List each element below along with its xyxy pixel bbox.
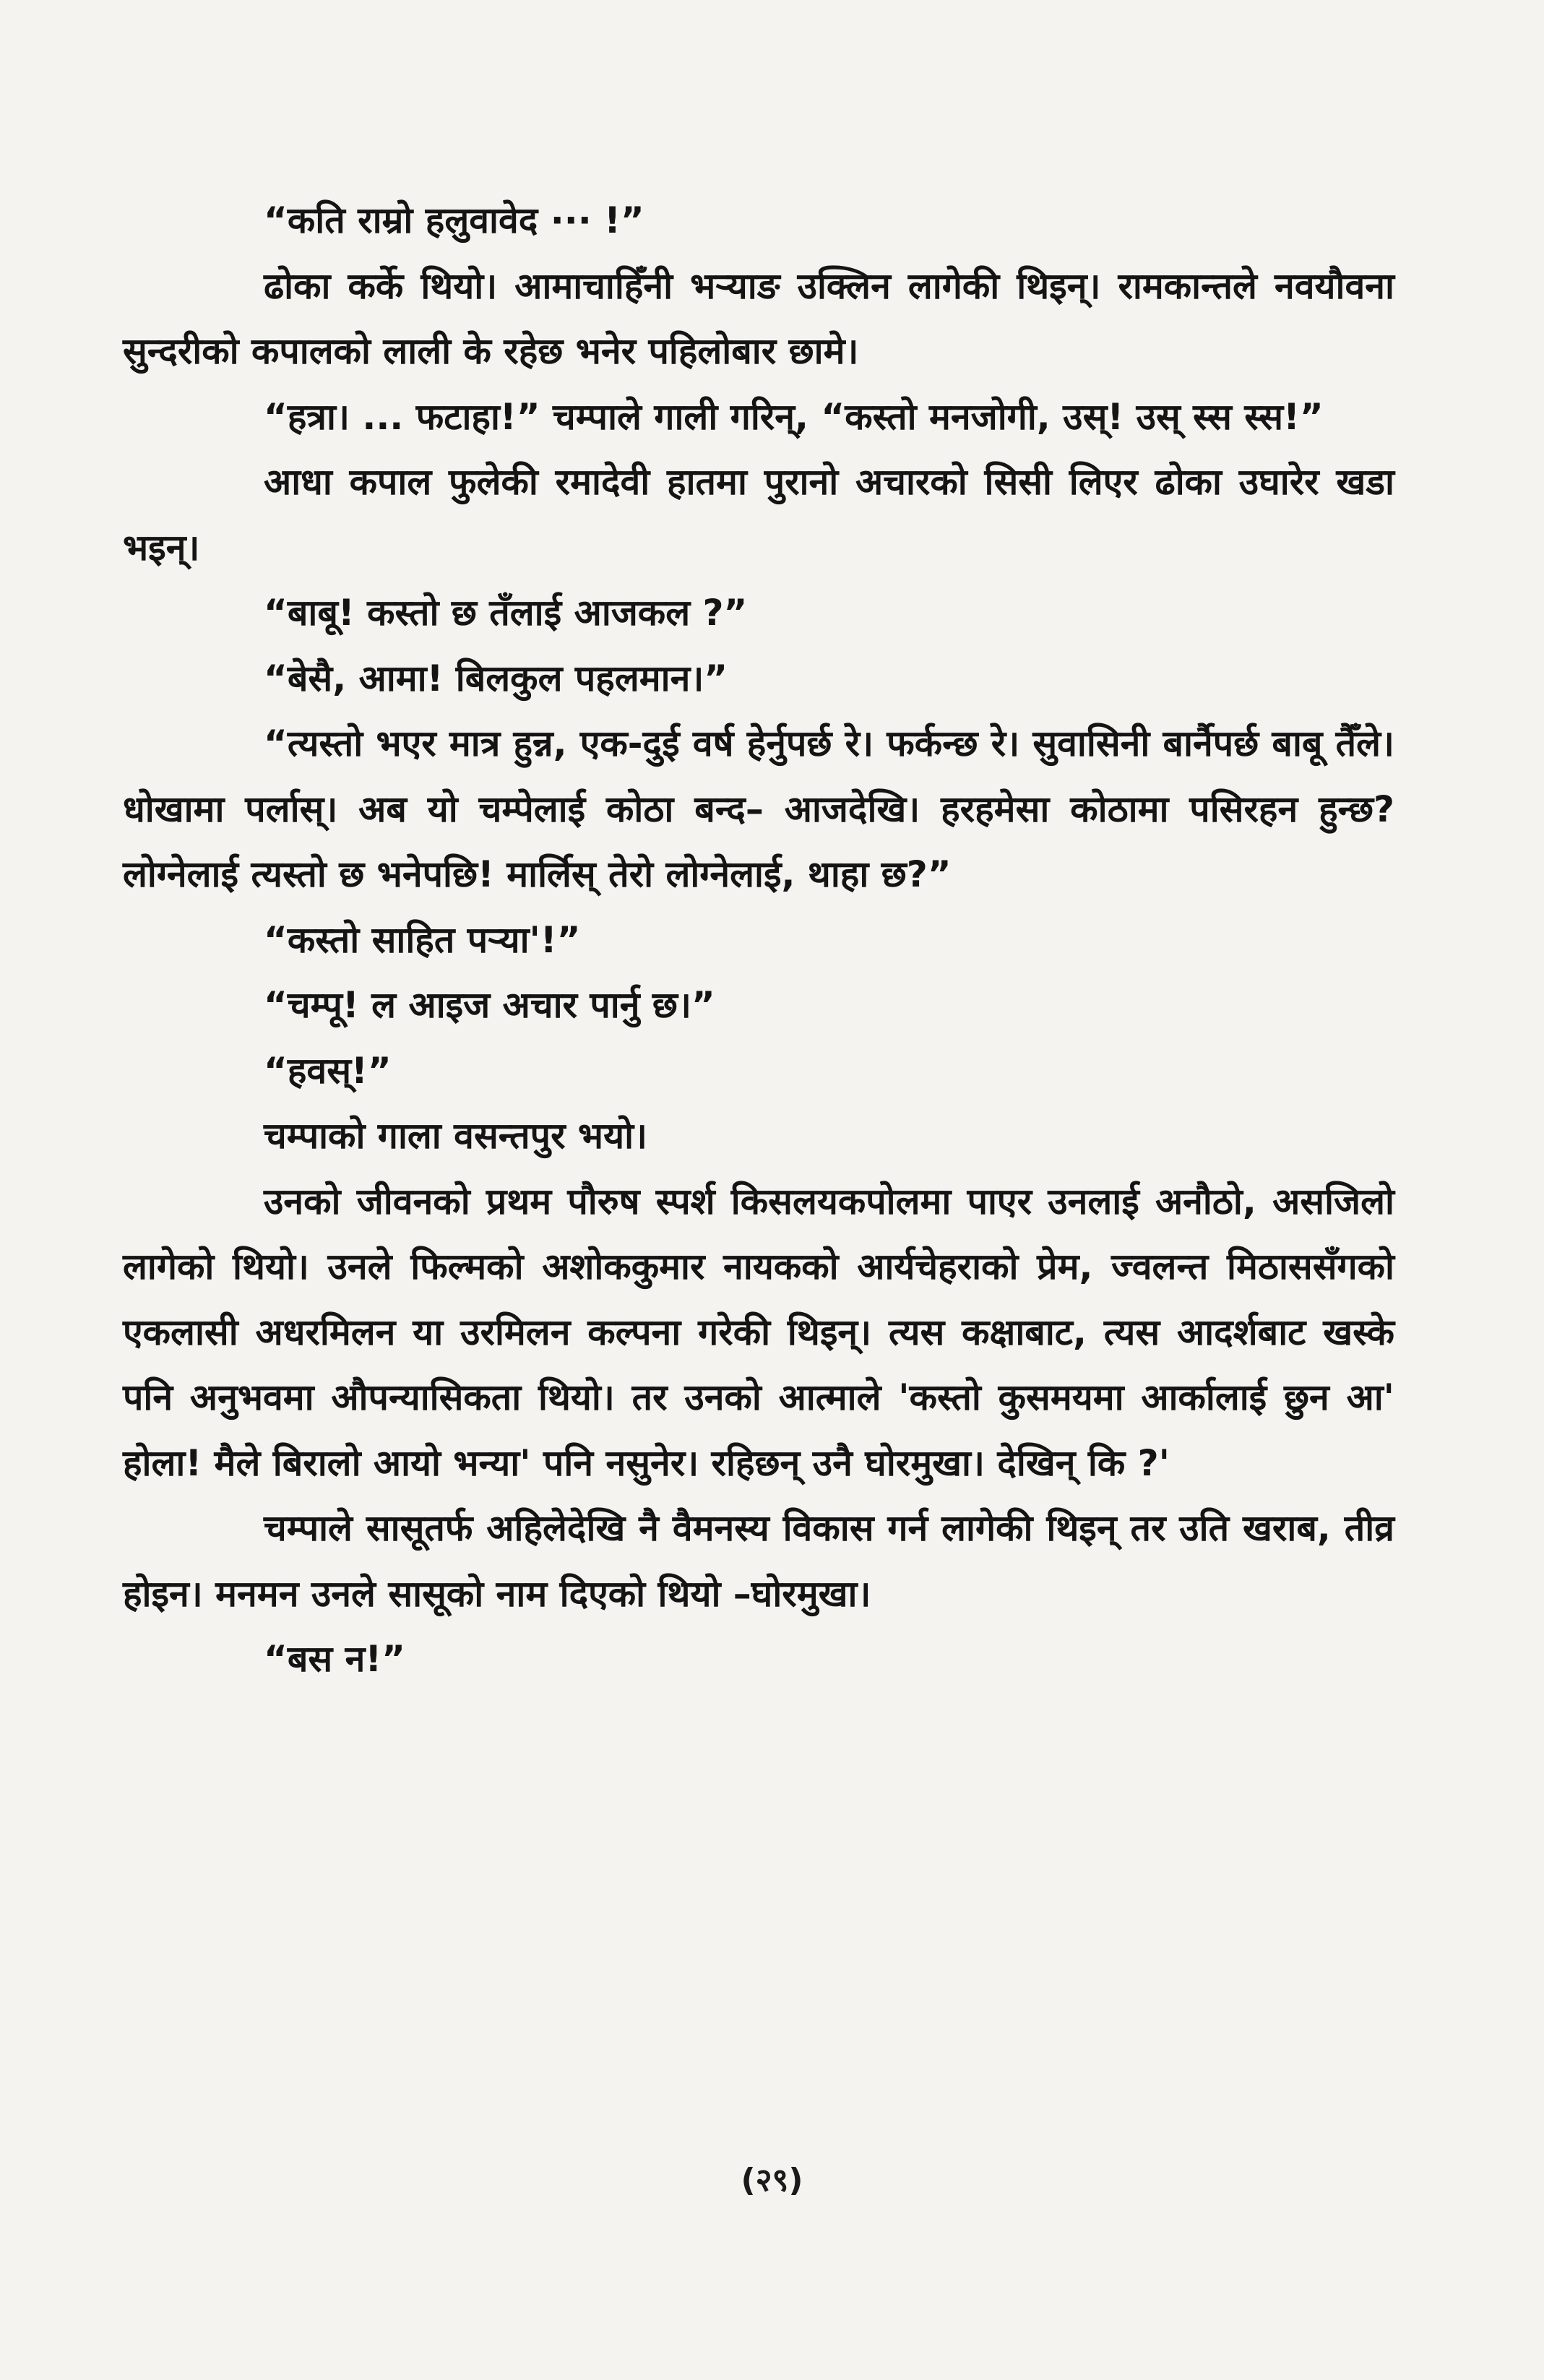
- paragraph-9: “चम्पू! ल आइज अचार पार्नु छ।”: [264, 984, 715, 1026]
- paragraph-6: “बेसै, आमा! बिलकुल पहलमान।”: [264, 657, 728, 699]
- paragraph-8: “कस्तो साहित पऱ्या'!”: [264, 918, 581, 961]
- paragraph-1: “कति राम्रो हलुवावेद ··· !”: [264, 199, 644, 241]
- page-number: (२९): [741, 2162, 803, 2199]
- paragraph-3: “हत्रा। ... फटाहा!” चम्पाले गाली गरिन्, “कस्तो मनजोगी, उस्! उस् स्स स्स!”: [264, 395, 1324, 438]
- paragraph-10: “हवस्!”: [264, 1049, 392, 1092]
- paragraph-5: “बाबू! कस्तो छ तँलाई आजकल ?”: [264, 592, 748, 634]
- paragraph-2: ढोका कर्के थियो। आमाचाहिँनी भऱ्याङ उक्लिन लागेकी थिइन्। रामकान्तले नवयौवना सुन्दरीको कपालको लाली के रहेछ भनेर पहिलोबार छामे।: [123, 264, 1394, 372]
- book-page-text: [123, 188, 1394, 2262]
- paragraph-14: “बस न!”: [264, 1638, 406, 1680]
- paragraph-12: उनको जीवनको प्रथम पौरुष स्पर्श किसलयकपोलमा पाएर उनलाई अनौठो, असजिलो लागेको थियो। उनले फिल्मको अशोककुमार नायकको आर्यचेहराको प्रेम, ज्वलन्त मिठाससँगको एकलासी अधरमिलन या उरमिलन कल्पना गरेकी थिइन्। त्यस कक्षाबाट, त्यस आदर्शबाट खस्के पनि अनुभवमा औपन्यासिकता थियो। तर उनको आत्माले 'कस्तो कुसमयमा आर्कालाई छुन आ' होला! मैले बिरालो आयो भन्या' पनि नसुनेर। रहिछन् उनै घोरमुखा। देखिन् कि ?': [123, 1180, 1394, 1484]
- paragraph-7: “त्यस्तो भएर मात्र हुन्न, एक-दुई वर्ष हेर्नुपर्छ रे। फर्कन्छ रे। सुवासिनी बार्नैपर्छ बाबू तैँले। धोखामा पर्लास्। अब यो चम्पेलाई कोठा बन्द– आजदेखि। हरहमेसा कोठामा पसिरहन हुन्छ? लोग्नेलाई त्यस्तो छ भनेपछि! मार्लिस् तेरो लोग्नेलाई, थाहा छ?”: [123, 723, 1394, 895]
- paragraph-13: चम्पाले सासूतर्फ अहिलेदेखि नै वैमनस्य विकास गर्न लागेकी थिइन् तर उति खराब, तीव्र होइन। मनमन उनले सासूको नाम दिएको थियो –घोरमुखा।: [123, 1507, 1394, 1615]
- paragraph-4: आधा कपाल फुलेकी रमादेवी हातमा पुरानो अचारको सिसी लिएर ढोका उघारेर खडा भइन्।: [123, 461, 1394, 569]
- paragraph-11: चम्पाको गाला वसन्तपुर भयो।: [264, 1115, 647, 1157]
